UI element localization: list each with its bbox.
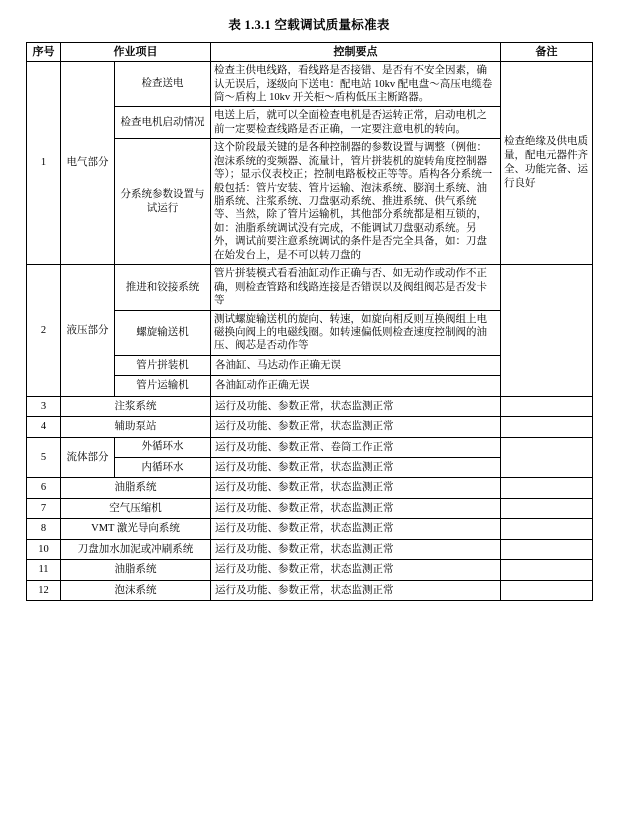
row-no: 5 [27,437,61,478]
row-no: 4 [27,417,61,437]
table-row [27,265,593,310]
row-control-points: 这个阶段最关键的是各种控制器的参数设置与调整（例他：泡沫系统的变频器、流量计，管片拼装机的旋转角度控制器等）；显示仪表校正；控制电路板校正等等。盾构各分系统一般包括：管片安装、管片运输、泡沫系统、膨润土系统、油脂系统、注浆系统、刀盘驱动系统、推进系统、供气系统等、当然，除了管片运输机，其他部分系统都是相互锁的，如：油脂系统调试没有完成，不能调试刀盘驱动系统。另外，调试前要注意系统调试的条件是否完全具备，如：刀盘在始发台上，是不可以转刀盘的 [211,139,501,265]
table-row [27,62,593,107]
row-remark [501,437,593,478]
row-group: 液压部分 [61,265,115,397]
row-group: 流体部分 [61,437,115,478]
quality-standard-table [26,42,593,601]
row-control-points: 检查主供电线路，看线路是否接错、是否有不安全因素，确认无误后，逐级向下送电：配电站 10kv 配电盘～高压电缆卷筒～盾构上 10kv 开关柜～盾构低压主断路器。 [211,62,501,107]
row-remark [501,265,593,397]
row-control-points: 运行及功能、参数正常，状态监测正常 [211,580,501,600]
row-no: 1 [27,62,61,265]
row-control-points: 各油缸动作正确无误 [211,376,501,396]
row-item: 泡沫系统 [61,580,211,600]
row-remark [501,417,593,437]
row-no: 6 [27,478,61,498]
row-item: 油脂系统 [61,478,211,498]
row-control-points: 运行及功能、参数正常，状态监测正常 [211,396,501,416]
column-header-no: 序号 [27,43,61,62]
row-item: 刀盘加水加泥或冲刷系统 [61,539,211,559]
row-remark: 检查绝缘及供电质量，配电元器件齐全、功能完备、运行良好 [501,62,593,265]
row-no: 8 [27,519,61,539]
table-row [27,417,593,437]
row-item: 管片运输机 [115,376,211,396]
row-control-points: 运行及功能、参数正常，状态监测正常 [211,519,501,539]
row-control-points: 运行及功能、参数正常、卷筒工作正常 [211,437,501,457]
row-item: 注浆系统 [61,396,211,416]
row-item: 辅助泵站 [61,417,211,437]
row-control-points: 运行及功能、参数正常，状态监测正常 [211,560,501,580]
row-item: 检查电机启动情况 [115,107,211,139]
row-remark [501,396,593,416]
row-no: 2 [27,265,61,397]
column-header-work-item: 作业项目 [61,43,211,62]
row-control-points: 运行及功能、参数正常，状态监测正常 [211,539,501,559]
row-item: 推进和铰接系统 [115,265,211,310]
row-remark [501,519,593,539]
row-no: 10 [27,539,61,559]
row-control-points: 各油缸、马达动作正确无误 [211,355,501,375]
row-item: 螺旋输送机 [115,310,211,355]
row-item: 油脂系统 [61,560,211,580]
row-item: VMT 激光导向系统 [61,519,211,539]
row-control-points: 管片拼装模式看看油缸动作正确与否、如无动作或动作不正确，则检查管路和线路连接是否错误以及阀组阀芯是否发卡等 [211,265,501,310]
table-row [27,478,593,498]
row-control-points: 运行及功能、参数正常，状态监测正常 [211,478,501,498]
table-row [27,498,593,518]
table-row [27,539,593,559]
table-row [27,396,593,416]
row-item: 空气压缩机 [61,498,211,518]
row-item: 检查送电 [115,62,211,107]
row-control-points: 电送上后，就可以全面检查电机是否运转正常，启动电机之前一定要检查线路是否正确，一定要注意电机的转向。 [211,107,501,139]
row-item: 内循环水 [115,458,211,478]
row-remark [501,498,593,518]
row-control-points: 运行及功能、参数正常，状态监测正常 [211,417,501,437]
row-remark [501,560,593,580]
table-header-row [27,43,593,62]
column-header-control-points: 控制要点 [211,43,501,62]
row-no: 3 [27,396,61,416]
table-row [27,580,593,600]
row-remark [501,478,593,498]
row-item: 分系统参数设置与试运行 [115,139,211,265]
row-group: 电气部分 [61,62,115,265]
row-item: 外循环水 [115,437,211,457]
row-remark [501,539,593,559]
column-header-remark: 备注 [501,43,593,62]
row-control-points: 运行及功能、参数正常，状态监测正常 [211,458,501,478]
row-no: 12 [27,580,61,600]
row-item: 管片拼装机 [115,355,211,375]
row-no: 7 [27,498,61,518]
table-row [27,560,593,580]
row-control-points: 运行及功能、参数正常，状态监测正常 [211,498,501,518]
row-control-points: 测试螺旋输送机的旋向、转速，如旋向相反则互换阀组上电磁换向阀上的电磁线圈。如转速偏低则检查速度控制阀的油压、阀芯是否动作等 [211,310,501,355]
page-title: 表 1.3.1 空载调试质量标准表 [228,18,390,32]
row-no: 11 [27,560,61,580]
row-remark [501,580,593,600]
table-row [27,519,593,539]
table-row [27,437,593,457]
